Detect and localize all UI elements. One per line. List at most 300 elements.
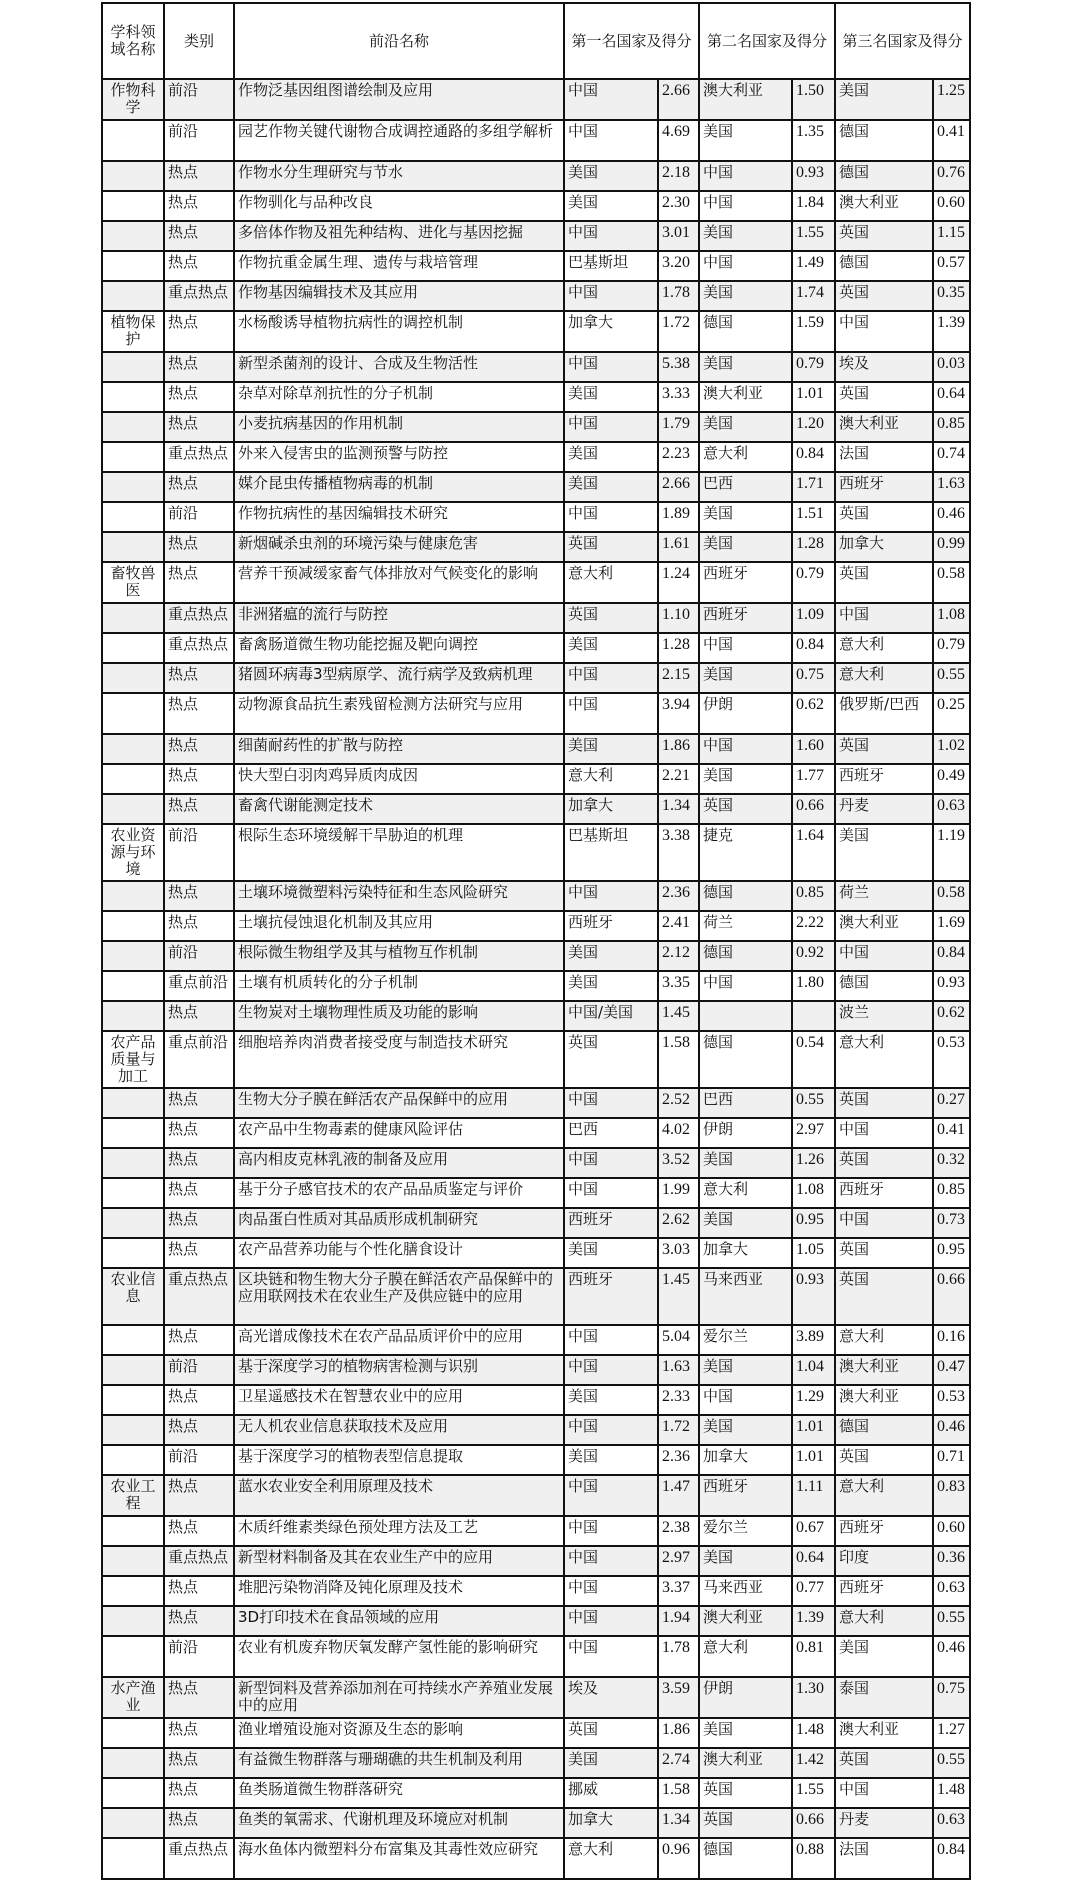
field-cell <box>102 734 164 764</box>
first-country-cell: 英国 <box>564 1718 658 1748</box>
frontier-name-cell: 作物水分生理研究与节水 <box>234 161 564 191</box>
frontier-name-cell: 3D打印技术在食品领域的应用 <box>234 1606 564 1636</box>
third-score-cell: 0.79 <box>933 633 970 663</box>
frontier-name-cell: 有益微生物群落与珊瑚礁的共生机制及利用 <box>234 1748 564 1778</box>
first-score-cell: 1.45 <box>658 1001 699 1031</box>
first-score-cell: 2.21 <box>658 764 699 794</box>
first-country-cell: 美国 <box>564 941 658 971</box>
second-score-cell: 1.29 <box>792 1385 835 1415</box>
second-country-cell: 美国 <box>699 663 792 693</box>
field-cell <box>102 1516 164 1546</box>
third-country-cell: 英国 <box>835 1445 933 1475</box>
frontier-name-cell: 生物大分子膜在鲜活农产品保鲜中的应用 <box>234 1088 564 1118</box>
table-row <box>102 352 970 382</box>
field-cell <box>102 472 164 502</box>
frontier-name-cell: 土壤抗侵蚀退化机制及其应用 <box>234 911 564 941</box>
third-country-cell: 英国 <box>835 734 933 764</box>
field-cell <box>102 120 164 161</box>
third-country-cell: 德国 <box>835 971 933 1001</box>
field-cell <box>102 1208 164 1238</box>
third-country-cell: 英国 <box>835 1148 933 1178</box>
table-row <box>102 794 970 824</box>
category-cell: 热点 <box>164 1576 234 1606</box>
second-score-cell: 1.50 <box>792 79 835 120</box>
field-cell: 农产品质量与加工 <box>102 1031 164 1088</box>
category-cell: 前沿 <box>164 120 234 161</box>
category-cell: 重点热点 <box>164 1268 234 1325</box>
first-country-cell: 中国 <box>564 502 658 532</box>
first-country-cell: 中国 <box>564 1576 658 1606</box>
second-country-cell: 美国 <box>699 1148 792 1178</box>
field-cell <box>102 1415 164 1445</box>
second-score-cell: 1.35 <box>792 120 835 161</box>
second-country-cell: 马来西亚 <box>699 1268 792 1325</box>
frontier-name-cell: 海水鱼体内微塑料分布富集及其毒性效应研究 <box>234 1838 564 1879</box>
first-score-cell: 1.61 <box>658 532 699 562</box>
category-cell: 热点 <box>164 734 234 764</box>
second-country-cell: 西班牙 <box>699 603 792 633</box>
second-score-cell: 1.48 <box>792 1718 835 1748</box>
third-score-cell: 0.93 <box>933 971 970 1001</box>
second-country-cell: 澳大利亚 <box>699 79 792 120</box>
field-cell <box>102 941 164 971</box>
second-score-cell: 1.20 <box>792 412 835 442</box>
table-row <box>102 1475 970 1516</box>
first-country-cell: 意大利 <box>564 1838 658 1879</box>
third-score-cell: 0.36 <box>933 1546 970 1576</box>
third-score-cell: 0.03 <box>933 352 970 382</box>
table-row <box>102 1415 970 1445</box>
second-country-cell: 爱尔兰 <box>699 1516 792 1546</box>
table-row <box>102 161 970 191</box>
field-cell: 农业资源与环境 <box>102 824 164 881</box>
first-score-cell: 3.33 <box>658 382 699 412</box>
first-score-cell: 1.34 <box>658 794 699 824</box>
category-cell: 热点 <box>164 1778 234 1808</box>
category-cell: 重点热点 <box>164 1546 234 1576</box>
second-country-cell: 德国 <box>699 881 792 911</box>
first-score-cell: 2.66 <box>658 79 699 120</box>
second-country-cell: 中国 <box>699 191 792 221</box>
frontier-name-cell: 高内相皮克林乳液的制备及应用 <box>234 1148 564 1178</box>
field-cell: 农业工程 <box>102 1475 164 1516</box>
table-row <box>102 1118 970 1148</box>
third-score-cell: 0.85 <box>933 412 970 442</box>
second-score-cell: 0.54 <box>792 1031 835 1088</box>
first-country-cell: 英国 <box>564 603 658 633</box>
first-country-cell: 埃及 <box>564 1677 658 1718</box>
third-score-cell: 0.63 <box>933 1576 970 1606</box>
category-cell: 热点 <box>164 1385 234 1415</box>
category-cell: 重点热点 <box>164 281 234 311</box>
second-score-cell: 2.22 <box>792 911 835 941</box>
table-row <box>102 532 970 562</box>
first-country-cell: 美国 <box>564 161 658 191</box>
second-score-cell: 1.84 <box>792 191 835 221</box>
category-cell: 热点 <box>164 1808 234 1838</box>
field-cell <box>102 442 164 472</box>
frontier-name-cell: 基于分子感官技术的农产品品质鉴定与评价 <box>234 1178 564 1208</box>
second-score-cell: 1.77 <box>792 764 835 794</box>
third-country-cell: 美国 <box>835 79 933 120</box>
field-cell <box>102 382 164 412</box>
category-cell: 热点 <box>164 251 234 281</box>
field-cell <box>102 1546 164 1576</box>
field-cell: 水产渔业 <box>102 1677 164 1718</box>
third-country-cell: 美国 <box>835 824 933 881</box>
frontier-name-cell: 肉品蛋白性质对其品质形成机制研究 <box>234 1208 564 1238</box>
second-country-cell: 美国 <box>699 221 792 251</box>
second-country-cell: 西班牙 <box>699 562 792 603</box>
third-score-cell: 0.55 <box>933 663 970 693</box>
first-score-cell: 2.74 <box>658 1748 699 1778</box>
category-cell: 前沿 <box>164 941 234 971</box>
field-cell <box>102 603 164 633</box>
third-score-cell: 0.55 <box>933 1748 970 1778</box>
third-score-cell: 0.46 <box>933 502 970 532</box>
table-row <box>102 281 970 311</box>
frontier-name-cell: 作物抗病性的基因编辑技术研究 <box>234 502 564 532</box>
second-country-cell: 德国 <box>699 1031 792 1088</box>
category-cell: 热点 <box>164 1208 234 1238</box>
first-score-cell: 3.59 <box>658 1677 699 1718</box>
third-score-cell: 0.75 <box>933 1677 970 1718</box>
third-score-cell: 0.35 <box>933 281 970 311</box>
field-cell: 作物科学 <box>102 79 164 120</box>
second-country-cell: 美国 <box>699 1208 792 1238</box>
second-score-cell: 1.80 <box>792 971 835 1001</box>
frontier-name-cell: 区块链和物生物大分子膜在鲜活农产品保鲜中的应用联网技术在农业生产及供应链中的应用 <box>234 1268 564 1325</box>
category-cell: 重点前沿 <box>164 1031 234 1088</box>
field-cell <box>102 251 164 281</box>
first-score-cell: 2.33 <box>658 1385 699 1415</box>
third-score-cell: 1.02 <box>933 734 970 764</box>
third-score-cell: 0.16 <box>933 1325 970 1355</box>
third-country-cell: 英国 <box>835 1268 933 1325</box>
second-score-cell: 0.75 <box>792 663 835 693</box>
table-row <box>102 502 970 532</box>
frontier-name-cell: 非洲猪瘟的流行与防控 <box>234 603 564 633</box>
field-cell <box>102 412 164 442</box>
category-cell: 前沿 <box>164 502 234 532</box>
table-row <box>102 79 970 120</box>
third-score-cell: 1.15 <box>933 221 970 251</box>
third-country-cell: 英国 <box>835 382 933 412</box>
third-country-cell: 中国 <box>835 1778 933 1808</box>
category-cell: 热点 <box>164 764 234 794</box>
header-second: 第二名国家及得分 <box>699 3 835 79</box>
third-country-cell: 英国 <box>835 221 933 251</box>
first-score-cell: 3.01 <box>658 221 699 251</box>
third-country-cell: 意大利 <box>835 1606 933 1636</box>
second-score-cell: 0.81 <box>792 1636 835 1677</box>
first-score-cell: 1.89 <box>658 502 699 532</box>
first-country-cell: 中国/美国 <box>564 1001 658 1031</box>
category-cell: 前沿 <box>164 1355 234 1385</box>
second-score-cell: 0.66 <box>792 1808 835 1838</box>
category-cell: 热点 <box>164 472 234 502</box>
frontier-name-cell: 农产品营养功能与个性化膳食设计 <box>234 1238 564 1268</box>
third-score-cell: 0.62 <box>933 1001 970 1031</box>
third-country-cell: 西班牙 <box>835 1576 933 1606</box>
frontier-name-cell: 动物源食品抗生素残留检测方法研究与应用 <box>234 693 564 734</box>
table-row <box>102 1546 970 1576</box>
frontier-name-cell: 多倍体作物及祖先种结构、进化与基因挖掘 <box>234 221 564 251</box>
second-score-cell: 1.64 <box>792 824 835 881</box>
third-country-cell: 波兰 <box>835 1001 933 1031</box>
second-country-cell: 美国 <box>699 1355 792 1385</box>
first-score-cell: 2.36 <box>658 1445 699 1475</box>
third-country-cell: 英国 <box>835 562 933 603</box>
first-score-cell: 1.72 <box>658 1415 699 1445</box>
third-score-cell: 0.64 <box>933 382 970 412</box>
frontier-name-cell: 农产品中生物毒素的健康风险评估 <box>234 1118 564 1148</box>
third-country-cell: 中国 <box>835 1118 933 1148</box>
category-cell: 前沿 <box>164 1445 234 1475</box>
table-row <box>102 971 970 1001</box>
field-cell <box>102 1838 164 1879</box>
third-score-cell: 0.53 <box>933 1031 970 1088</box>
first-country-cell: 中国 <box>564 120 658 161</box>
category-cell: 热点 <box>164 1475 234 1516</box>
second-country-cell: 美国 <box>699 532 792 562</box>
second-country-cell: 意大利 <box>699 1636 792 1677</box>
first-country-cell: 美国 <box>564 191 658 221</box>
third-country-cell: 澳大利亚 <box>835 911 933 941</box>
first-score-cell: 2.30 <box>658 191 699 221</box>
third-country-cell: 荷兰 <box>835 881 933 911</box>
field-cell <box>102 1355 164 1385</box>
first-score-cell: 1.78 <box>658 1636 699 1677</box>
third-score-cell: 0.53 <box>933 1385 970 1415</box>
first-score-cell: 4.02 <box>658 1118 699 1148</box>
category-cell: 热点 <box>164 1415 234 1445</box>
frontier-name-cell: 新烟碱杀虫剂的环境污染与健康危害 <box>234 532 564 562</box>
first-country-cell: 美国 <box>564 1238 658 1268</box>
first-score-cell: 2.66 <box>658 472 699 502</box>
first-score-cell: 1.94 <box>658 1606 699 1636</box>
frontier-name-cell: 土壤有机质转化的分子机制 <box>234 971 564 1001</box>
second-score-cell: 1.49 <box>792 251 835 281</box>
third-country-cell: 英国 <box>835 1088 933 1118</box>
table-row <box>102 603 970 633</box>
frontier-name-cell: 营养干预减缓家畜气体排放对气候变化的影响 <box>234 562 564 603</box>
frontier-name-cell: 渔业增殖设施对资源及生态的影响 <box>234 1718 564 1748</box>
category-cell: 热点 <box>164 1325 234 1355</box>
third-country-cell: 澳大利亚 <box>835 1718 933 1748</box>
third-country-cell: 德国 <box>835 251 933 281</box>
third-country-cell: 丹麦 <box>835 794 933 824</box>
first-country-cell: 美国 <box>564 382 658 412</box>
table-row <box>102 1355 970 1385</box>
third-score-cell: 0.41 <box>933 120 970 161</box>
first-country-cell: 美国 <box>564 472 658 502</box>
third-country-cell: 中国 <box>835 603 933 633</box>
field-cell <box>102 1636 164 1677</box>
third-country-cell: 法国 <box>835 1838 933 1879</box>
second-country-cell: 西班牙 <box>699 1475 792 1516</box>
first-country-cell: 加拿大 <box>564 794 658 824</box>
second-country-cell: 加拿大 <box>699 1445 792 1475</box>
frontier-name-cell: 鱼类肠道微生物群落研究 <box>234 1778 564 1808</box>
frontier-name-cell: 新型饲料及营养添加剂在可持续水产养殖业发展中的应用 <box>234 1677 564 1718</box>
second-country-cell: 中国 <box>699 734 792 764</box>
first-score-cell: 3.35 <box>658 971 699 1001</box>
first-score-cell: 2.41 <box>658 911 699 941</box>
second-country-cell: 澳大利亚 <box>699 382 792 412</box>
category-cell: 热点 <box>164 532 234 562</box>
second-score-cell: 1.30 <box>792 1677 835 1718</box>
third-country-cell: 德国 <box>835 120 933 161</box>
field-cell <box>102 532 164 562</box>
frontier-name-cell: 蓝水农业安全利用原理及技术 <box>234 1475 564 1516</box>
field-cell: 畜牧兽医 <box>102 562 164 603</box>
third-score-cell: 0.63 <box>933 1808 970 1838</box>
category-cell: 热点 <box>164 161 234 191</box>
field-cell <box>102 1238 164 1268</box>
third-score-cell: 0.84 <box>933 941 970 971</box>
category-cell: 热点 <box>164 1606 234 1636</box>
second-country-cell: 中国 <box>699 1385 792 1415</box>
category-cell: 热点 <box>164 911 234 941</box>
third-country-cell: 澳大利亚 <box>835 1355 933 1385</box>
category-cell: 热点 <box>164 1118 234 1148</box>
third-country-cell: 澳大利亚 <box>835 1385 933 1415</box>
frontier-name-cell: 作物驯化与品种改良 <box>234 191 564 221</box>
second-score-cell: 0.84 <box>792 442 835 472</box>
third-country-cell: 泰国 <box>835 1677 933 1718</box>
third-country-cell: 西班牙 <box>835 472 933 502</box>
third-country-cell: 意大利 <box>835 633 933 663</box>
category-cell: 热点 <box>164 221 234 251</box>
third-country-cell: 印度 <box>835 1546 933 1576</box>
second-country-cell: 捷克 <box>699 824 792 881</box>
field-cell <box>102 1808 164 1838</box>
table-row <box>102 412 970 442</box>
field-cell <box>102 881 164 911</box>
second-score-cell: 1.59 <box>792 311 835 352</box>
table-row <box>102 1031 970 1088</box>
first-country-cell: 中国 <box>564 1516 658 1546</box>
first-country-cell: 加拿大 <box>564 311 658 352</box>
second-country-cell: 美国 <box>699 412 792 442</box>
first-country-cell: 挪威 <box>564 1778 658 1808</box>
first-score-cell: 0.96 <box>658 1838 699 1879</box>
first-country-cell: 中国 <box>564 281 658 311</box>
first-score-cell: 1.78 <box>658 281 699 311</box>
second-score-cell: 1.55 <box>792 1778 835 1808</box>
category-cell: 热点 <box>164 1718 234 1748</box>
third-country-cell: 德国 <box>835 1415 933 1445</box>
second-country-cell: 德国 <box>699 1838 792 1879</box>
third-country-cell: 意大利 <box>835 1031 933 1088</box>
second-country-cell: 澳大利亚 <box>699 1748 792 1778</box>
third-score-cell: 0.95 <box>933 1238 970 1268</box>
table-row <box>102 442 970 472</box>
second-country-cell: 意大利 <box>699 1178 792 1208</box>
field-cell <box>102 1325 164 1355</box>
second-score-cell: 0.55 <box>792 1088 835 1118</box>
third-score-cell: 0.25 <box>933 693 970 734</box>
category-cell: 热点 <box>164 1238 234 1268</box>
first-country-cell: 中国 <box>564 1475 658 1516</box>
first-score-cell: 2.52 <box>658 1088 699 1118</box>
table-row <box>102 472 970 502</box>
first-country-cell: 中国 <box>564 663 658 693</box>
first-country-cell: 加拿大 <box>564 1808 658 1838</box>
first-score-cell: 2.23 <box>658 442 699 472</box>
second-score-cell: 0.85 <box>792 881 835 911</box>
frontier-name-cell: 畜禽肠道微生物功能挖掘及靶向调控 <box>234 633 564 663</box>
second-country-cell: 爱尔兰 <box>699 1325 792 1355</box>
frontier-name-cell: 鱼类的氧需求、代谢机理及环境应对机制 <box>234 1808 564 1838</box>
header-category: 类别 <box>164 3 234 79</box>
frontier-name-cell: 作物基因编辑技术及其应用 <box>234 281 564 311</box>
first-country-cell: 中国 <box>564 1325 658 1355</box>
category-cell: 热点 <box>164 693 234 734</box>
third-score-cell: 0.60 <box>933 1516 970 1546</box>
third-score-cell: 0.84 <box>933 1838 970 1879</box>
third-country-cell: 中国 <box>835 941 933 971</box>
third-score-cell: 0.32 <box>933 1148 970 1178</box>
first-score-cell: 2.38 <box>658 1516 699 1546</box>
table-row <box>102 1178 970 1208</box>
third-country-cell: 西班牙 <box>835 1178 933 1208</box>
frontier-name-cell: 杂草对除草剂抗性的分子机制 <box>234 382 564 412</box>
third-country-cell: 意大利 <box>835 1475 933 1516</box>
first-country-cell: 美国 <box>564 1748 658 1778</box>
frontier-name-cell: 堆肥污染物消降及钝化原理及技术 <box>234 1576 564 1606</box>
third-score-cell: 0.60 <box>933 191 970 221</box>
third-score-cell: 1.48 <box>933 1778 970 1808</box>
second-country-cell: 德国 <box>699 941 792 971</box>
field-cell <box>102 1748 164 1778</box>
third-score-cell: 0.99 <box>933 532 970 562</box>
third-score-cell: 0.73 <box>933 1208 970 1238</box>
second-score-cell <box>792 1001 835 1031</box>
first-country-cell: 巴西 <box>564 1118 658 1148</box>
frontier-name-cell: 新型材料制备及其在农业生产中的应用 <box>234 1546 564 1576</box>
third-score-cell: 0.27 <box>933 1088 970 1118</box>
first-country-cell: 西班牙 <box>564 1268 658 1325</box>
first-score-cell: 1.24 <box>658 562 699 603</box>
third-score-cell: 0.41 <box>933 1118 970 1148</box>
table-row <box>102 1636 970 1677</box>
field-cell <box>102 1778 164 1808</box>
third-score-cell: 0.71 <box>933 1445 970 1475</box>
table-row <box>102 633 970 663</box>
second-score-cell: 1.60 <box>792 734 835 764</box>
table-row <box>102 1808 970 1838</box>
first-score-cell: 2.97 <box>658 1546 699 1576</box>
first-country-cell: 美国 <box>564 1445 658 1475</box>
first-country-cell: 中国 <box>564 1546 658 1576</box>
table-row <box>102 1268 970 1325</box>
second-score-cell: 0.92 <box>792 941 835 971</box>
third-country-cell: 英国 <box>835 281 933 311</box>
first-score-cell: 1.47 <box>658 1475 699 1516</box>
second-country-cell: 美国 <box>699 764 792 794</box>
second-country-cell: 中国 <box>699 971 792 1001</box>
table-row <box>102 1148 970 1178</box>
field-cell <box>102 281 164 311</box>
third-score-cell: 0.55 <box>933 1606 970 1636</box>
table-row <box>102 191 970 221</box>
table-row <box>102 382 970 412</box>
second-country-cell: 美国 <box>699 120 792 161</box>
category-cell: 热点 <box>164 1178 234 1208</box>
field-cell <box>102 633 164 663</box>
